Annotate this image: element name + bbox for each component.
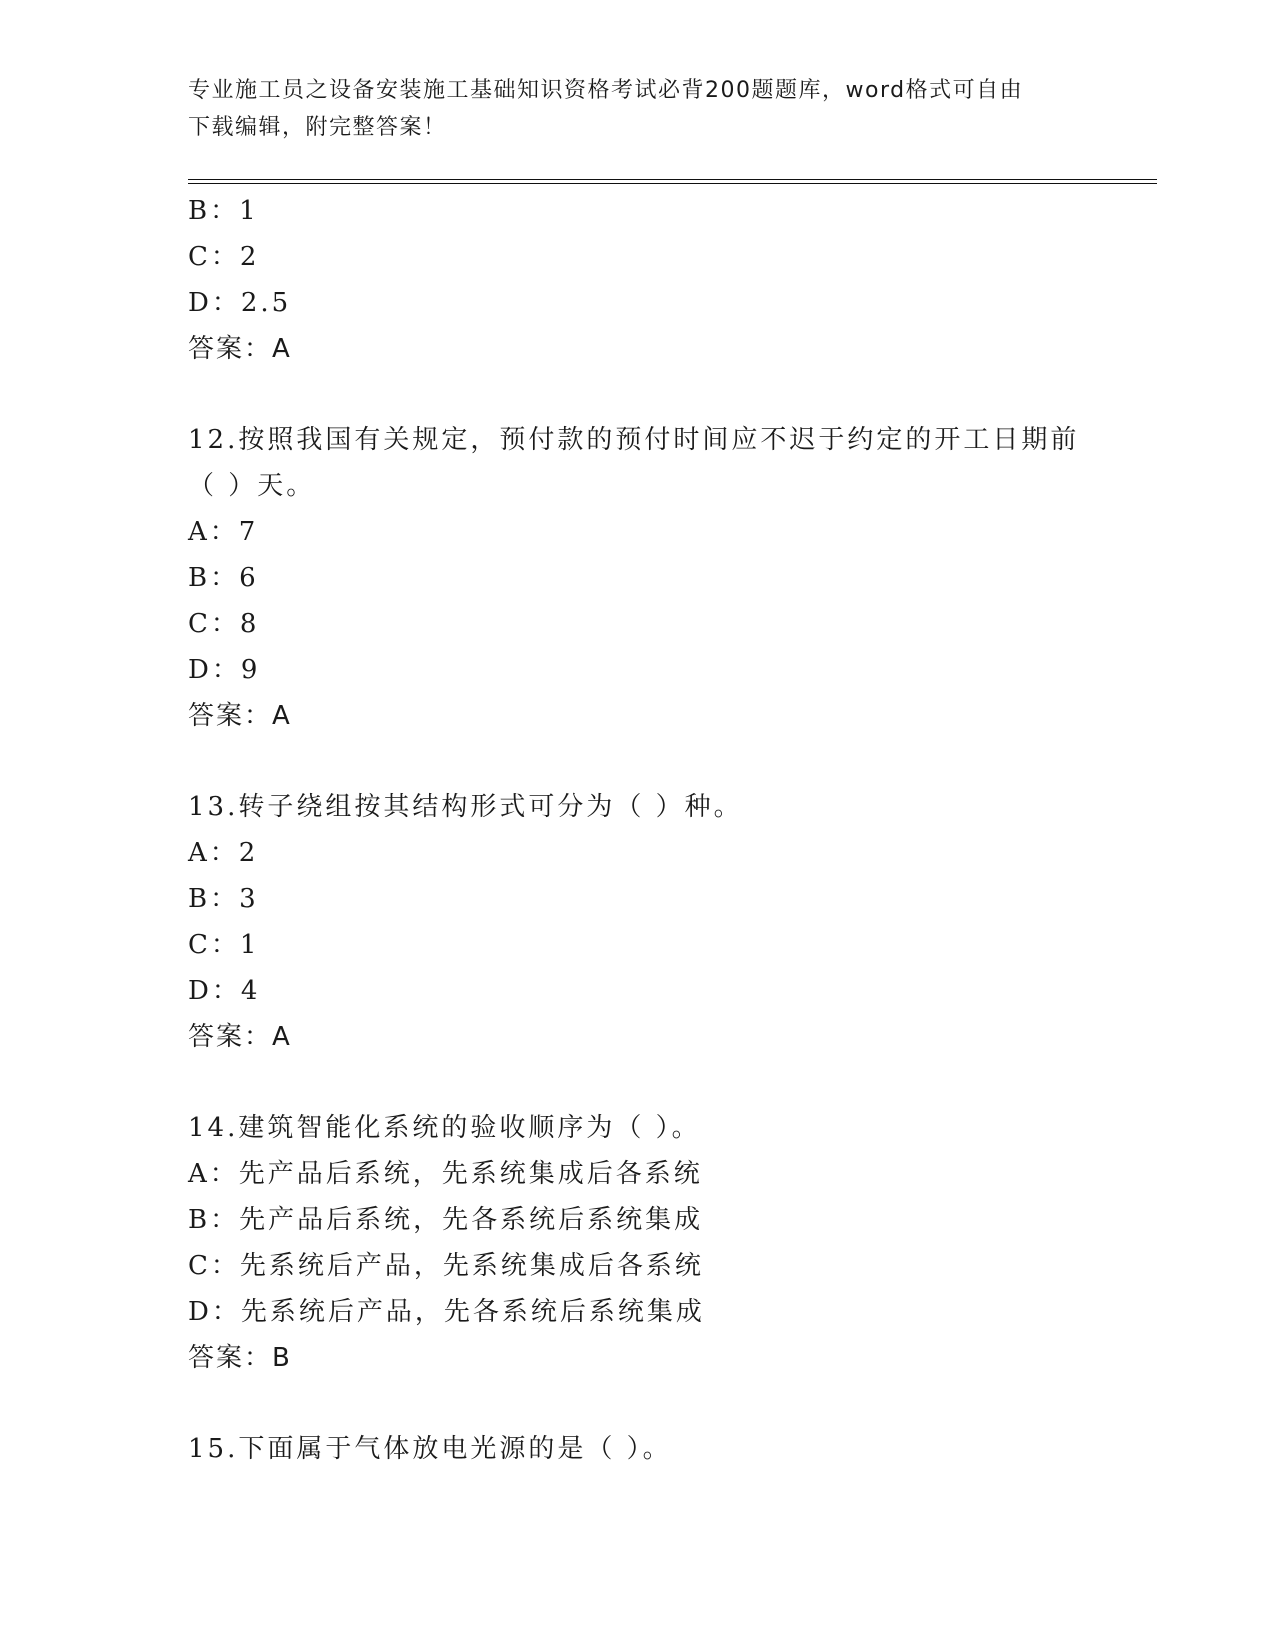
question-stem: 15.下面属于气体放电光源的是（ ）。 <box>188 1434 672 1464</box>
option-d: D：先系统后产品，先各系统后系统集成 <box>188 1297 705 1327</box>
option-c: C：8 <box>188 609 260 639</box>
option-b: B：6 <box>188 563 259 593</box>
option-c: C：先系统后产品，先系统集成后各系统 <box>188 1251 704 1281</box>
answer-line: 答案：A <box>188 701 292 731</box>
question-15 <box>188 1426 1088 1472</box>
option-c: C：2 <box>188 242 260 272</box>
option-d: D：2.5 <box>188 288 292 318</box>
question-stem: 13.转子绕组按其结构形式可分为（ ）种。 <box>188 792 743 822</box>
question-12 <box>188 417 1088 739</box>
document-header <box>188 72 1088 146</box>
option-d: D：9 <box>188 655 261 685</box>
option-b: B：先产品后系统，先各系统后系统集成 <box>188 1205 704 1235</box>
question-11-partial <box>188 188 1088 372</box>
answer-line: 答案：A <box>188 1022 292 1052</box>
header-line-2: 下载编辑，附完整答案！ <box>188 115 447 140</box>
option-a: A：先产品后系统，先系统集成后各系统 <box>188 1159 703 1189</box>
option-c: C：1 <box>188 930 260 960</box>
question-stem-continued: （ ）天。 <box>188 471 316 501</box>
question-stem: 14.建筑智能化系统的验收顺序为（ ）。 <box>188 1113 701 1143</box>
question-list <box>188 188 1088 1472</box>
option-b: B：3 <box>188 884 259 914</box>
header-divider-bottom <box>188 183 1157 184</box>
question-13 <box>188 784 1088 1060</box>
header-divider-top <box>188 179 1157 180</box>
option-d: D：4 <box>188 976 261 1006</box>
question-14 <box>188 1105 1088 1381</box>
option-a: A：7 <box>188 517 259 547</box>
answer-line: 答案：A <box>188 334 292 364</box>
question-stem: 12.按照我国有关规定，预付款的预付时间应不迟于约定的开工日期前 <box>188 425 1080 455</box>
option-b: B：1 <box>188 196 259 226</box>
answer-line: 答案：B <box>188 1343 292 1373</box>
option-a: A：2 <box>188 838 259 868</box>
header-line-1: 专业施工员之设备安装施工基础知识资格考试必背200题题库，word格式可自由 <box>188 78 1024 103</box>
